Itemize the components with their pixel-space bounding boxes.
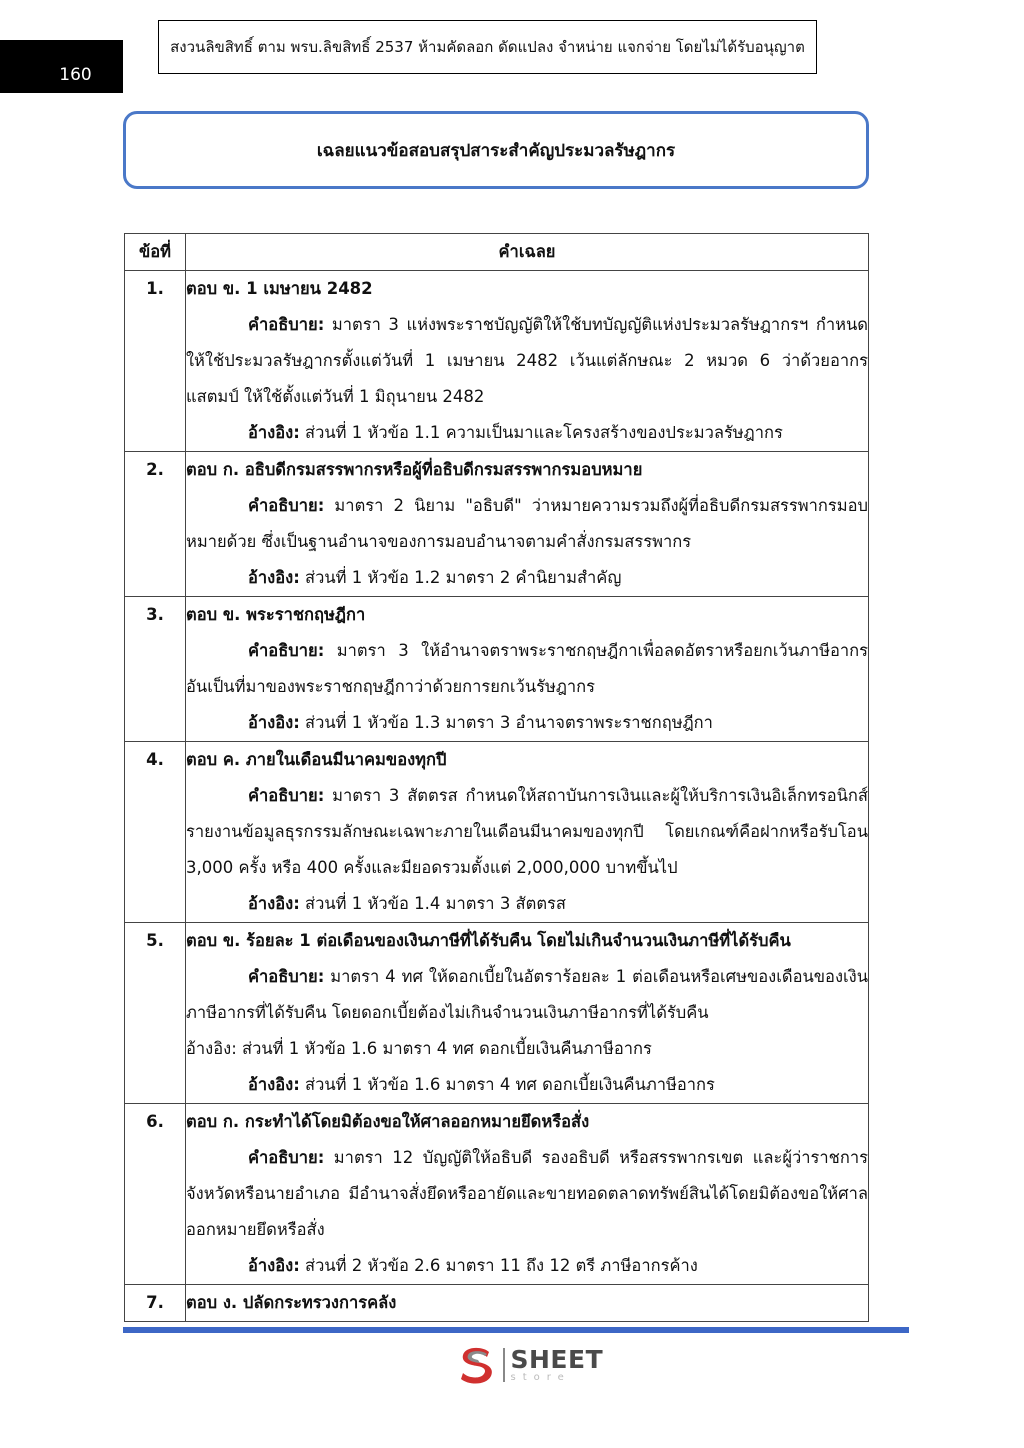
reference <box>186 415 868 451</box>
answer-table <box>124 233 869 1322</box>
explanation <box>186 307 868 415</box>
reference-text: ส่วนที่ 1 หัวข้อ 1.4 มาตรา 3 สัตตรส <box>305 894 566 913</box>
reference-text: ส่วนที่ 1 หัวข้อ 1.1 ความเป็นมาและโครงสร้างของประมวลรัษฎากร <box>305 423 783 442</box>
explanation <box>186 488 868 560</box>
question-number: 2. <box>125 452 186 597</box>
explanation-text: มาตรา 3 แห่งพระราชบัญญัติให้ใช้บทบัญญัติแห่งประมวลรัษฎากรฯ กำหนดให้ใช้ประมวลรัษฎากรตั้งแต่วันที่ 1 เมษายน 2482 เว้นแต่ลักษณะ 2 หมวด 6 ว่าด้วยอากรแสตมป์ ให้ใช้ตั้งแต่วันที่ 1 มิถุนายน 2482 <box>186 315 868 406</box>
question-number: 3. <box>125 597 186 742</box>
answer-line: ตอบ ค. ภายในเดือนมีนาคมของทุกปี <box>186 750 447 769</box>
explanation-label: คำอธิบาย: <box>248 786 325 805</box>
reference-text: ส่วนที่ 2 หัวข้อ 2.6 มาตรา 11 ถึง 12 ตรี ภาษีอากรค้าง <box>305 1256 698 1275</box>
answer-cell <box>186 923 869 1104</box>
answer-line: ตอบ ง. ปลัดกระทรวงการคลัง <box>186 1293 397 1312</box>
logo-text <box>511 1347 604 1383</box>
table-row <box>125 1285 869 1322</box>
table-row <box>125 452 869 597</box>
explanation <box>186 633 868 705</box>
table-row <box>125 1104 869 1285</box>
question-number: 6. <box>125 1104 186 1285</box>
question-number: 7. <box>125 1285 186 1322</box>
reference <box>186 560 868 596</box>
explanation-label: คำอธิบาย: <box>248 1148 325 1167</box>
reference-label: อ้างอิง: <box>248 713 300 732</box>
reference-label: อ้างอิง: <box>248 568 300 587</box>
explanation-label: คำอธิบาย: <box>248 496 325 515</box>
answer-line: ตอบ ก. อธิบดีกรมสรรพากรหรือผู้ที่อธิบดีกรมสรรพากรมอบหมาย <box>186 460 643 479</box>
page-number-box <box>0 40 123 93</box>
explanation-label: คำอธิบาย: <box>248 641 325 660</box>
reference-label: อ้างอิง: <box>248 894 300 913</box>
reference-text: ส่วนที่ 1 หัวข้อ 1.3 มาตรา 3 อำนาจตราพระราชกฤษฎีกา <box>305 713 713 732</box>
explanation <box>186 959 868 1031</box>
table-row <box>125 271 869 452</box>
answer-cell <box>186 597 869 742</box>
reference <box>186 1248 868 1284</box>
answer-cell <box>186 1285 869 1322</box>
footer-bar <box>123 1327 909 1333</box>
explanation-text: มาตรา 3 สัตตรส กำหนดให้สถาบันการเงินและผู้ให้บริการเงินอิเล็กทรอนิกส์รายงานข้อมูลธุรกรรมลักษณะเฉพาะภายในเดือนมีนาคมของทุกปี โดยเกณฑ์คือฝากหรือรับโอน 3,000 ครั้ง หรือ 400 ครั้งและมียอดรวมตั้งแต่ 2,000,000 บาทขึ้นไป <box>186 786 868 877</box>
table-header-row <box>125 234 869 271</box>
reference <box>186 1067 868 1103</box>
extra-reference: อ้างอิง: ส่วนที่ 1 หัวข้อ 1.6 มาตรา 4 ทศ ดอกเบี้ยเงินคืนภาษีอากร <box>186 1039 652 1058</box>
column-header-answer: คำเฉลย <box>186 234 869 271</box>
explanation-text: มาตรา 4 ทศ ให้ดอกเบี้ยในอัตราร้อยละ 1 ต่อเดือนหรือเศษของเดือนของเงินภาษีอากรที่ได้รับคืน โดยดอกเบี้ยต้องไม่เกินจำนวนเงินภาษีอากรที่ได้รับคืน <box>186 967 868 1022</box>
explanation <box>186 1140 868 1248</box>
logo-store-text: store <box>510 1372 571 1383</box>
reference-label: อ้างอิง: <box>248 423 300 442</box>
explanation-text: มาตรา 3 ให้อำนาจตราพระราชกฤษฎีกาเพื่อลดอัตราหรือยกเว้นภาษีอากร อันเป็นที่มาของพระราชกฤษฎีกาว่าด้วยการยกเว้นรัษฎากร <box>186 641 868 696</box>
question-number: 1. <box>125 271 186 452</box>
answer-line: ตอบ ก. กระทำได้โดยมิต้องขอให้ศาลออกหมายยึดหรือสั่ง <box>186 1112 590 1131</box>
answer-line: ตอบ ข. พระราชกฤษฎีกา <box>186 605 366 624</box>
explanation-text: มาตรา 12 บัญญัติให้อธิบดี รองอธิบดี หรือสรรพากรเขต และผู้ว่าราชการจังหวัดหรือนายอำเภอ มีอำนาจสั่งยึดหรืออายัดและขายทอดตลาดทรัพย์สินได้โดยมิต้องขอให้ศาลออกหมายยึดหรือสั่ง <box>186 1148 868 1239</box>
explanation-label: คำอธิบาย: <box>248 967 325 986</box>
explanation-text: มาตรา 2 นิยาม "อธิบดี" ว่าหมายความรวมถึงผู้ที่อธิบดีกรมสรรพากรมอบหมายด้วย ซึ่งเป็นฐานอำนาจของการมอบอำนาจตามคำสั่งกรมสรรพากร <box>186 496 868 551</box>
question-number: 5. <box>125 923 186 1104</box>
reference-text: ส่วนที่ 1 หัวข้อ 1.6 มาตรา 4 ทศ ดอกเบี้ยเงินคืนภาษีอากร <box>305 1075 715 1094</box>
copyright-notice: สงวนลิขสิทธิ์ ตาม พรบ.ลิขสิทธิ์ 2537 ห้ามคัดลอก ดัดแปลง จำหน่าย แจกจ่าย โดยไม่ได้รับอนุญาต <box>158 20 817 74</box>
table-row <box>125 742 869 923</box>
sheet-store-logo <box>455 1344 603 1386</box>
answer-line: ตอบ ข. ร้อยละ 1 ต่อเดือนของเงินภาษีที่ได้รับคืน โดยไม่เกินจำนวนเงินภาษีที่ได้รับคืน <box>186 931 791 950</box>
table-row <box>125 597 869 742</box>
answer-cell <box>186 271 869 452</box>
answer-line: ตอบ ข. 1 เมษายน 2482 <box>186 279 373 298</box>
page-title: เฉลยแนวข้อสอบสรุปสาระสำคัญประมวลรัษฎากร <box>123 111 869 189</box>
explanation-label: คำอธิบาย: <box>248 315 325 334</box>
explanation <box>186 778 868 886</box>
answer-cell <box>186 1104 869 1285</box>
sheet-store-logo-icon <box>455 1344 499 1386</box>
reference-label: อ้างอิง: <box>248 1256 300 1275</box>
reference-text: ส่วนที่ 1 หัวข้อ 1.2 มาตรา 2 คำนิยามสำคัญ <box>305 568 622 587</box>
logo-sheet-text: SHEET <box>510 1345 604 1374</box>
answer-cell <box>186 742 869 923</box>
answer-cell <box>186 452 869 597</box>
reference <box>186 705 868 741</box>
column-header-number: ข้อที่ <box>125 234 186 271</box>
question-number: 4. <box>125 742 186 923</box>
page-number: 160 <box>59 65 92 85</box>
reference-label: อ้างอิง: <box>248 1075 300 1094</box>
table-row <box>125 923 869 1104</box>
reference <box>186 886 868 922</box>
logo-divider <box>503 1348 505 1382</box>
